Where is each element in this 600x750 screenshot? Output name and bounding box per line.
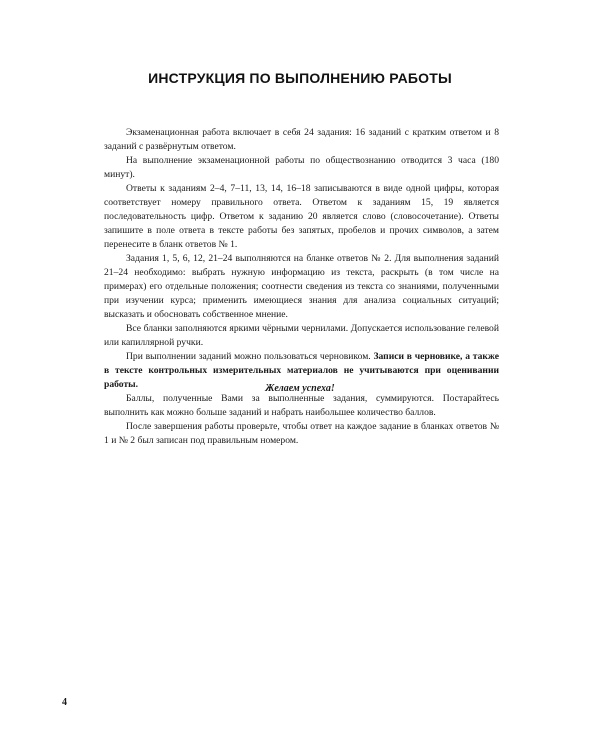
page-title: ИНСТРУКЦИЯ ПО ВЫПОЛНЕНИЮ РАБОТЫ	[148, 70, 452, 86]
paragraph-final-check: После завершения работы проверьте, чтобы ответ на каждое задание в бланках ответов № 1 и № 2 был записан под правильным номером.	[104, 421, 499, 446]
page-number: 4	[62, 697, 67, 708]
paragraph-ink-rules: Все бланки заполняются яркими чёрными чернилами. Допускается использование гелевой или капиллярной ручки.	[104, 323, 499, 348]
paragraph-task-count: Экзаменационная работа включает в себя 24 задания: 16 заданий с кратким ответом и 8 заданий с развёрнутым ответом.	[104, 127, 499, 152]
paragraph-time-limit: На выполнение экзаменационной работы по обществознанию отводится 3 часа (180 минут).	[104, 155, 499, 180]
closing-wish: Желаем успеха!	[265, 383, 335, 394]
paragraph-extended-tasks: Задания 1, 5, 6, 12, 21–24 выполняются на бланке ответов № 2. Для выполнения заданий 21–24 необходимо: выбрать нужную информацию из текста, раскрыть (в том числе на примерах) его отдельные положения; соотнести сведения из текста со знаниями, полученными при изучении курса; применить имеющиеся знания для анализа социальных ситуаций; высказать и обосновать собственное мнение.	[104, 253, 499, 320]
draft-rules-bold-text: Записи в черновике, а также в тексте контрольных измерительных материалов не учитываются при оценивании работы.	[104, 351, 500, 390]
paragraph-scoring: Баллы, полученные Вами за выполненные задания, суммируются. Постарайтесь выполнить как можно больше заданий и набрать наибольшее количество баллов.	[104, 393, 499, 418]
paragraph-answer-format: Ответы к заданиям 2–4, 7–11, 13, 14, 16–18 записываются в виде одной цифры, которая соответствует номеру правильного ответа. Ответом к заданиям 15, 19 является последовательность цифр. Ответом к заданию 20 является слово (словосочетание). Ответы запишите в поле ответа в тексте работы без запятых, пробелов и прочих символов, а затем перенесите в бланк ответов № 1.	[104, 183, 499, 250]
instructions-body	[104, 126, 499, 448]
draft-rules-text: При выполнении заданий можно пользоваться черновиком.	[126, 351, 371, 362]
